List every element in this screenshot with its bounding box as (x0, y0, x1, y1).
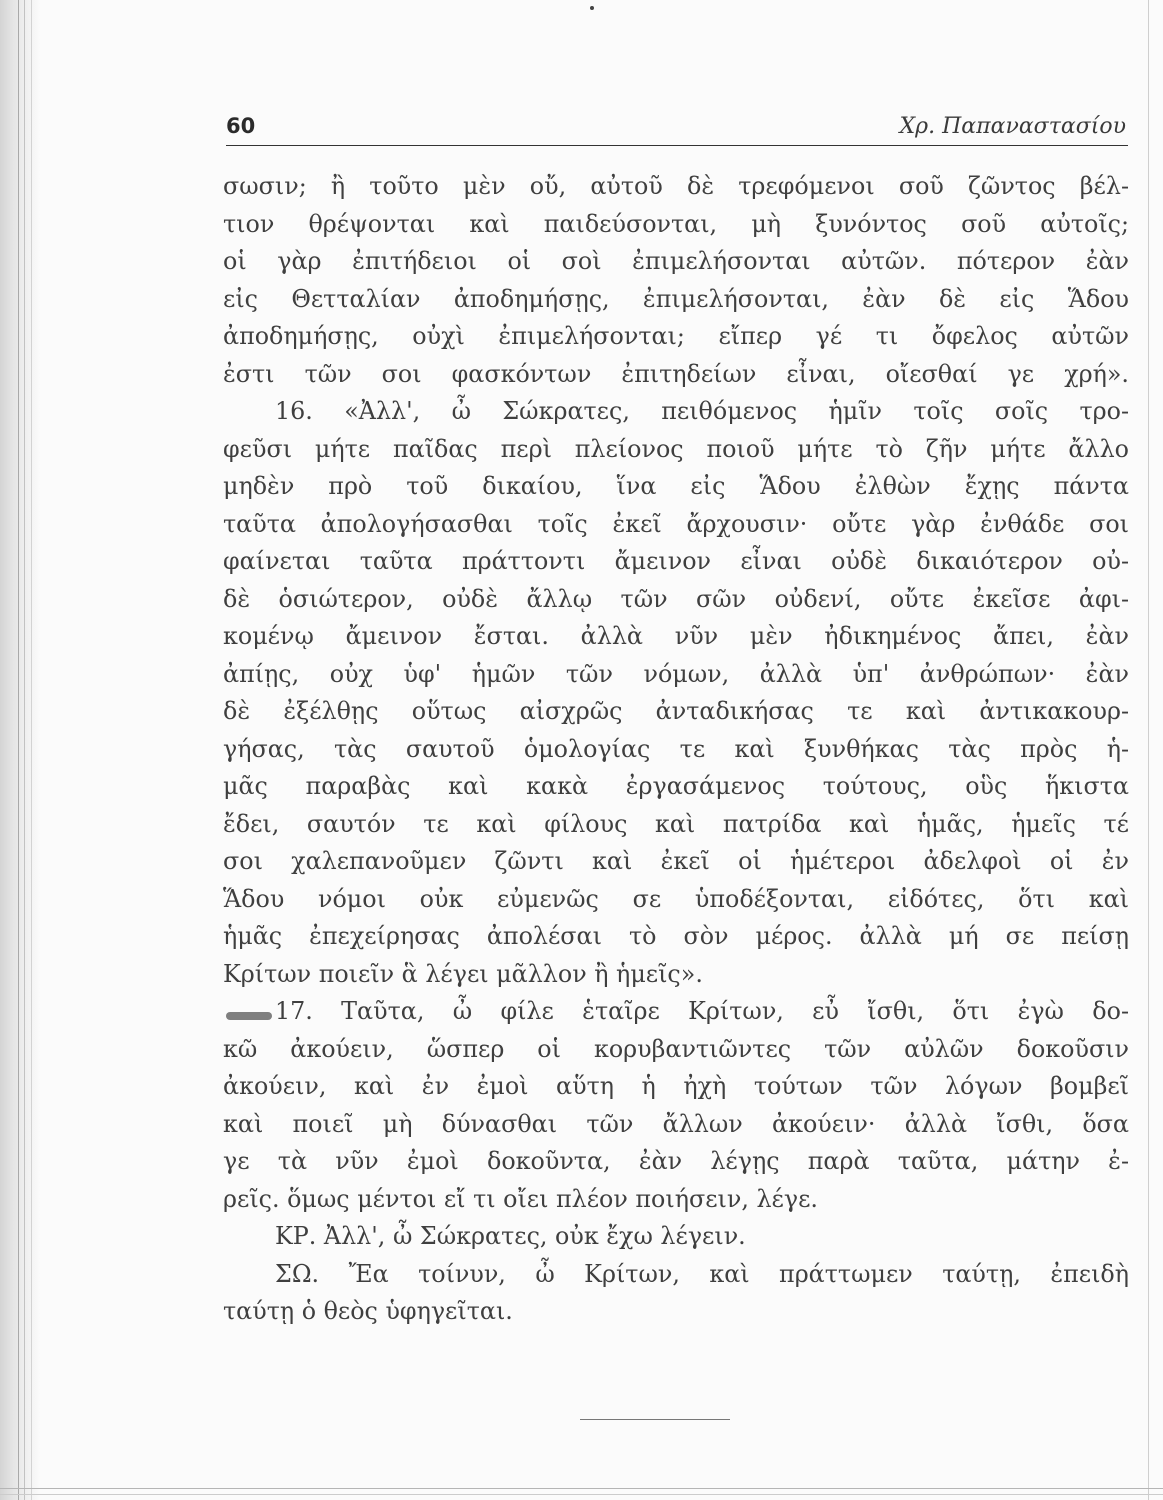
binding-edge-line (31, 0, 32, 1500)
text-line: ἀποδημήσῃς, οὐχὶ ἐπιμελήσονται; εἴπερ γέ τι ὄφελος αὐτῶν (223, 322, 1129, 350)
text-line: ΣΩ. Ἔα τοίνυν, ὦ Κρίτων, καὶ πράττωμεν ταύτῃ, ἐπειδὴ (275, 1259, 1129, 1288)
text-line: ταῦτα ἀπολογήσασθαι τοῖς ἐκεῖ ἄρχουσιν· οὔτε γὰρ ἐνθάδε σοι (223, 509, 1129, 538)
text-line: ἔδει, σαυτόν τε καὶ φίλους καὶ πατρίδα καὶ ἡμᾶς, ἡμεῖς τέ (223, 809, 1129, 838)
text-line: ρεῖς. ὅμως μέντοι εἴ τι οἴει πλέον ποιήσειν, λέγε. (223, 1184, 818, 1213)
text-line: φαίνεται ταῦτα πράττοντι ἄμεινον εἶναι οὐδὲ δικαιότερον οὐ- (223, 547, 1129, 575)
text-line: ἡμᾶς ἐπεχείρησας ἀπολέσαι τὸ σὸν μέρος. ἀλλὰ μή σε πείσῃ (223, 922, 1129, 950)
text-line: γε τὰ νῦν ἐμοὶ δοκοῦντα, ἐὰν λέγῃς παρὰ ταῦτα, μάτην ἐ- (223, 1147, 1129, 1175)
text-line: εἰς Θετταλίαν ἀποδημήσῃς, ἐπιμελήσονται, ἐὰν δὲ εἰς Ἅδου (223, 284, 1129, 313)
text-line: φεῦσι μήτε παῖδας περὶ πλείονος ποιοῦ μήτε τὸ ζῆν μήτε ἄλλο (223, 434, 1129, 463)
binding-edge-line (18, 0, 19, 1500)
pen-underline-mark (226, 1012, 272, 1020)
running-head: Χρ. Παπαναστασίου (899, 114, 1126, 139)
text-line: 16. «Ἀλλ', ὦ Σώκρατες, πειθόμενος ἡμῖν τοῖς σοῖς τρο- (275, 397, 1129, 425)
ink-speck (590, 6, 594, 10)
page-right-edge (1148, 0, 1149, 1500)
text-line: δὲ ὁσιώτερον, οὐδὲ ἄλλῳ τῶν σῶν οὐδενί, οὔτε ἐκεῖσε ἀφι- (223, 584, 1129, 613)
text-line: κῶ ἀκούειν, ὥσπερ οἱ κορυβαντιῶντες τῶν αὐλῶν δοκοῦσιν (223, 1034, 1129, 1063)
body-text (223, 168, 1129, 1331)
binding-shadow (0, 0, 40, 1500)
text-line: ταύτῃ ὁ θεὸς ὑφηγεῖται. (223, 1297, 513, 1325)
text-line: Ἅδου νόμοι οὐκ εὐμενῶς σε ὑποδέξονται, εἰδότες, ὅτι καὶ (223, 884, 1129, 913)
text-line: γήσας, τὰς σαυτοῦ ὁμολογίας τε καὶ ξυνθήκας τὰς πρὸς ἡ- (223, 734, 1129, 763)
page-number: 60 (226, 114, 256, 138)
text-line: μηδὲν πρὸ τοῦ δικαίου, ἵνα εἰς Ἅδου ἐλθὼν ἔχῃς πάντα (223, 472, 1129, 500)
text-line: τιον θρέψονται καὶ παιδεύσονται, μὴ ξυνόντος σοῦ αὐτοῖς; (223, 209, 1129, 238)
text-line: καὶ ποιεῖ μὴ δύνασθαι τῶν ἄλλων ἀκούειν· ἀλλὰ ἴσθι, ὅσα (223, 1109, 1129, 1138)
header-rule (226, 145, 1128, 146)
text-line: ἀπίῃς, οὐχ ὑφ' ἡμῶν τῶν νόμων, ἀλλὰ ὑπ' ἀνθρώπων· ἐὰν (223, 659, 1129, 688)
page-bottom-edge (0, 1488, 1163, 1489)
text-line: Κρίτων ποιεῖν ἃ λέγει μᾶλλον ἢ ἡμεῖς». (223, 959, 703, 988)
text-line: 17. Ταῦτα, ὦ φίλε ἑταῖρε Κρίτων, εὖ ἴσθι, ὅτι ἐγὼ δο- (275, 997, 1129, 1025)
text-line: οἱ γὰρ ἐπιτήδειοι οἱ σοὶ ἐπιμελήσονται αὐτῶν. πότερον ἐὰν (223, 247, 1129, 275)
binding-edge-line (24, 0, 25, 1500)
text-line: ΚΡ. Ἀλλ', ὦ Σώκρατες, οὐκ ἔχω λέγειν. (275, 1222, 746, 1250)
text-line: δὲ ἐξέλθῃς οὕτως αἰσχρῶς ἀνταδικήσας τε καὶ ἀντικακουρ- (223, 697, 1129, 725)
text-line: σωσιν; ἢ τοῦτο μὲν οὔ, αὐτοῦ δὲ τρεφόμενοι σοῦ ζῶντος βέλ- (223, 172, 1129, 200)
text-line: ἐστι τῶν σοι φασκόντων ἐπιτηδείων εἶναι, οἴεσθαί γε χρή». (223, 359, 1129, 388)
page-header (226, 112, 1128, 146)
page-bottom-edge (0, 1494, 1163, 1495)
text-line: κομένῳ ἄμεινον ἔσται. ἀλλὰ νῦν μὲν ἠδικημένος ἄπει, ἐὰν (223, 622, 1129, 650)
text-line: σοι χαλεπανοῦμεν ζῶντι καὶ ἐκεῖ οἱ ἡμέτεροι ἀδελφοὶ οἱ ἐν (223, 847, 1129, 875)
end-rule (580, 1419, 730, 1420)
text-line: ἀκούειν, καὶ ἐν ἐμοὶ αὕτη ἡ ἠχὴ τούτων τῶν λόγων βομβεῖ (223, 1072, 1129, 1100)
text-line: μᾶς παραβὰς καὶ κακὰ ἐργασάμενος τούτους, οὓς ἥκιστα (223, 772, 1129, 800)
